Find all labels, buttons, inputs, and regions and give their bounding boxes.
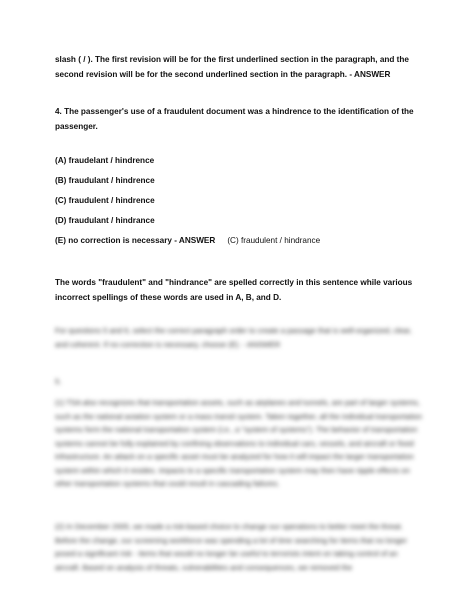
option-e-line bbox=[55, 233, 425, 248]
option-b: (B) fraudulant / hindrence bbox=[55, 176, 155, 185]
intro-paragraph: slash ( / ). The first revision will be for the first underlined section in the paragraph, and the second revision will be for the second underlined section in the paragraph. - ANSWER bbox=[55, 55, 409, 79]
option-d: (D) fraudulant / hindrance bbox=[55, 216, 155, 225]
blurred-instructions: For questions 5 and 6, select the correct paragraph order to create a passage that is well-organized, clear, and coherent. If no correction is necessary, choose (E). - ANSWER bbox=[55, 326, 412, 349]
question-text: 4. The passenger's use of a fraudulent document was a hindrence to the identification of the passenger. bbox=[55, 107, 414, 131]
blurred-paragraph-1: (1) TSA also recognizes that transportation assets, such as airplanes and tunnels, are part of larger systems, such as the national aviation system or a mass transit system. Taken together, all the individual transportation systems form the national transportation system (i.e., a "system of systems"). The behavior of transportation systems cannot be fully explained by confining observations to individual cars, vessels, and aircraft or fixed infrastructure. An attack on a specific asset must be analyzed for how it will impact the larger transportation system within which it resides. Impacts to a specific transportation system may then have ripple effects on other transportation systems that could result in cascading failures. bbox=[55, 398, 423, 488]
answer-choice: (C) fraudulent / hindrance bbox=[227, 236, 321, 245]
option-c: (C) fraudulent / hindrence bbox=[55, 196, 155, 205]
blurred-paragraph-2: (2) In December 2005, we made a risk-based choice to change our operations to better meet the threat. Before the change, our screening workforce was spending a lot of time searching for items that no longer posed a significant risk - items that would no longer be useful to terrorists intent on taking control of an aircraft. Based on analysis of threats, vulnerabilities and consequences, we removed the bbox=[55, 522, 408, 572]
blurred-question-number: 5. bbox=[55, 377, 62, 386]
explanation-paragraph: The words "fraudulent" and "hindrance" are spelled correctly in this sentence while various incorrect spellings of these words are used in A, B, and D. bbox=[55, 278, 413, 302]
option-e: (E) no correction is necessary - ANSWER bbox=[55, 236, 216, 245]
option-a: (A) fraudelant / hindrence bbox=[55, 156, 155, 165]
